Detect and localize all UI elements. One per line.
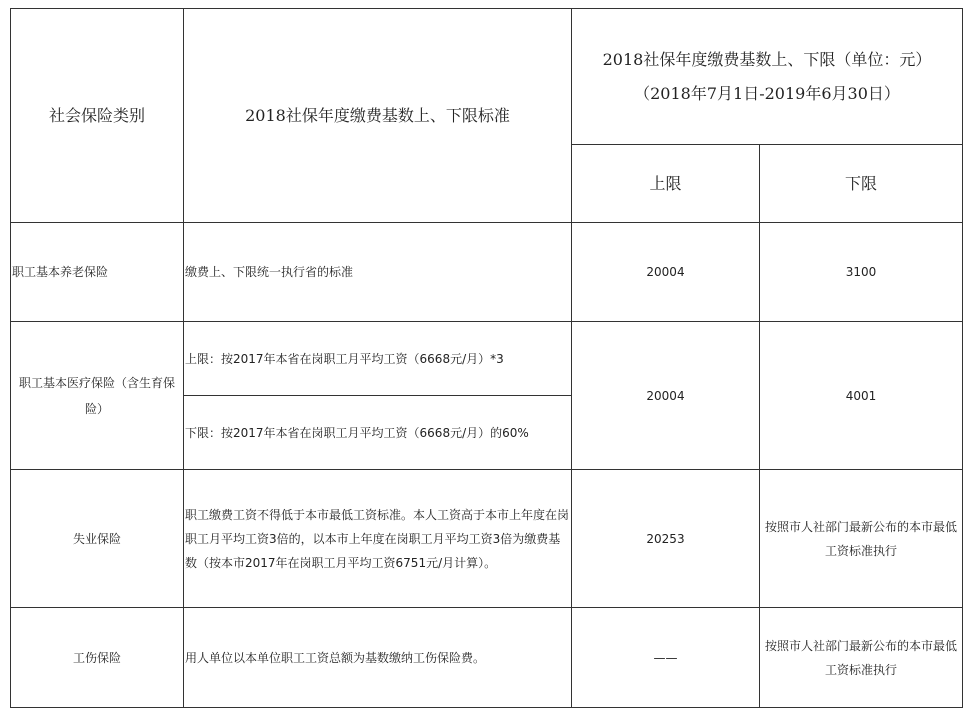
row-category: 职工基本医疗保险（含生育保险） [11, 322, 184, 470]
row-category: 失业保险 [11, 470, 184, 608]
row-lower: 按照市人社部门最新公布的本市最低工资标准执行 [760, 470, 963, 608]
row-standard: 用人单位以本单位职工工资总额为基数缴纳工伤保险费。 [184, 608, 572, 708]
row-lower: 按照市人社部门最新公布的本市最低工资标准执行 [760, 608, 963, 708]
row-upper: —— [572, 608, 760, 708]
header-lower: 下限 [760, 145, 963, 223]
row-lower: 3100 [760, 223, 963, 322]
header-category: 社会保险类别 [11, 9, 184, 223]
row-upper: 20253 [572, 470, 760, 608]
row-category: 职工基本养老保险 [11, 223, 184, 322]
row-upper: 20004 [572, 223, 760, 322]
insurance-base-table [10, 8, 963, 708]
row-lower: 4001 [760, 322, 963, 470]
header-range-title: 2018社保年度缴费基数上、下限（单位：元）（2018年7月1日-2019年6月30日） [572, 9, 963, 145]
row-standard: 缴费上、下限统一执行省的标准 [184, 223, 572, 322]
row-upper: 20004 [572, 322, 760, 470]
row-standard: 职工缴费工资不得低于本市最低工资标准。本人工资高于本市上年度在岗职工月平均工资3倍的，以本市上年度在岗职工月平均工资3倍为缴费基数（按本市2017年在岗职工月平均工资6751元/月计算）。 [184, 470, 572, 608]
row-standard-lower: 下限：按2017年本省在岗职工月平均工资（6668元/月）的60% [184, 396, 572, 470]
row-category: 工伤保险 [11, 608, 184, 708]
header-standard: 2018社保年度缴费基数上、下限标准 [184, 9, 572, 223]
row-standard-upper: 上限：按2017年本省在岗职工月平均工资（6668元/月）*3 [184, 322, 572, 396]
header-upper: 上限 [572, 145, 760, 223]
